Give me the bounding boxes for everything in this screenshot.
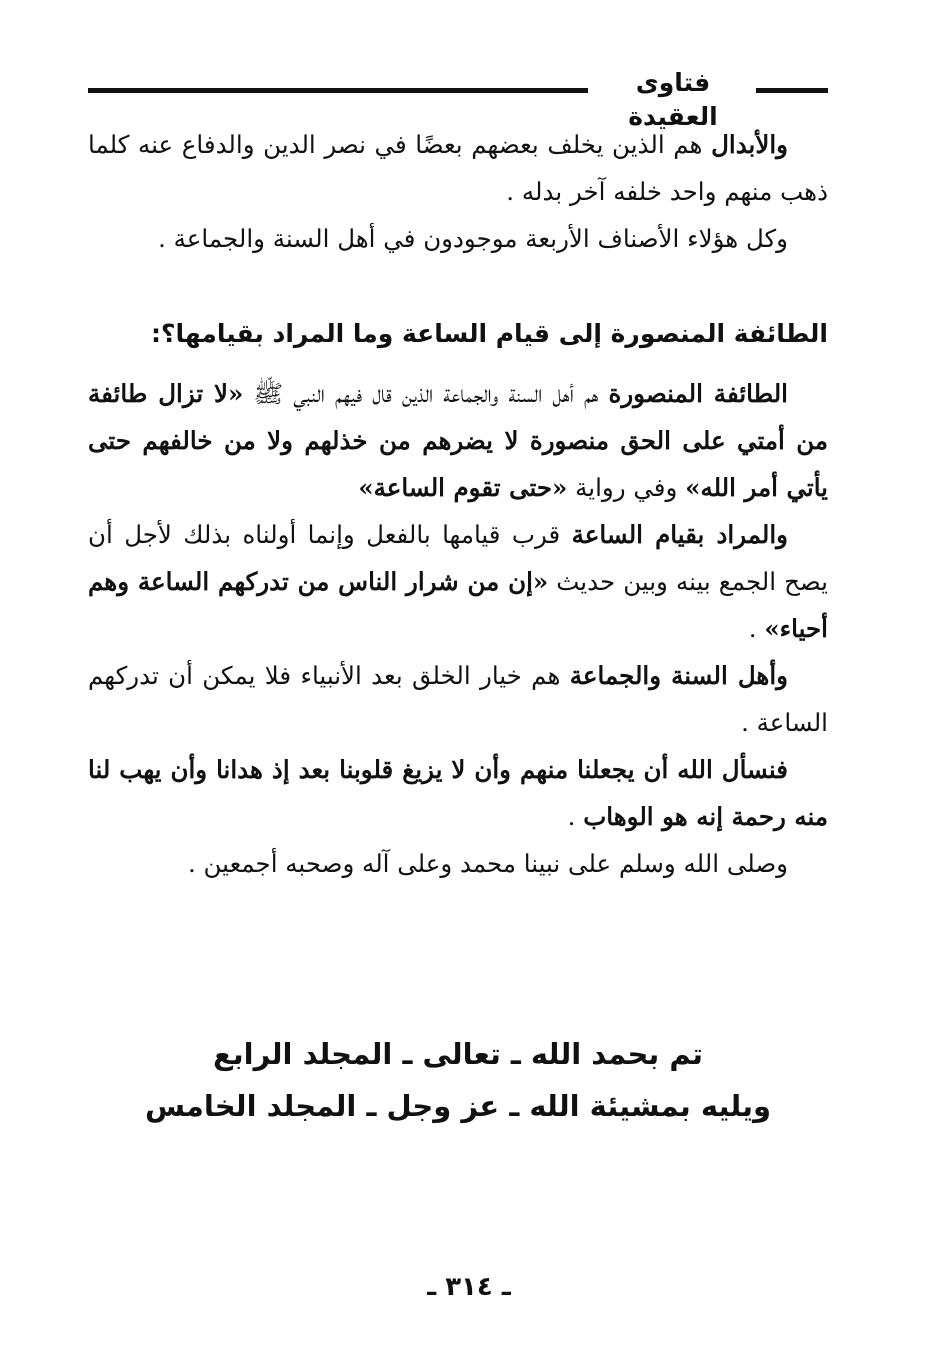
paragraph-salawat: وصلى الله وسلم على نبينا محمد وعلى آله وصحبه أجمعين . — [187, 849, 788, 878]
dua-text: فنسأل الله أن يجعلنا منهم وأن لا يزيغ قلوبنا بعد إذ هدانا وأن يهب لنا منه رحمة إنه هو الوهاب — [88, 755, 828, 831]
paragraph-mansoura — [88, 370, 828, 511]
paragraph-ahl-sunna — [88, 652, 828, 746]
header-rule-right — [756, 88, 828, 93]
page-number: ـ ٣١٤ ـ — [427, 1272, 511, 1302]
closing-line-1: تم بحمد الله ـ تعالى ـ المجلد الرابع — [212, 1037, 703, 1071]
abdal-definition: هم الذين يخلف بعضهم بعضًا في نصر الدين والدفاع عنه كلما ذهب منهم واحد خلفه آخر بدله . — [88, 130, 828, 206]
dua-end: . — [567, 802, 584, 831]
term-mansoura: الطائفة المنصورة — [608, 379, 788, 408]
term-abdal: والأبدال — [711, 130, 788, 159]
mansoura-text: هم أهل السنة والجماعة الذين قال فيهم النبي ﷺ — [243, 379, 609, 408]
closing-note — [88, 1028, 828, 1132]
running-header — [88, 66, 828, 131]
hadith-quote: «لا تزال طائفة من أمتي على الحق منصورة لا يضرهم من خذلهم ولا من خالفهم حتى يأتي أمر الله» — [88, 379, 828, 502]
qiyam-text: قرب قيامها بالفعل وإنما أولناه بذلك لأجل أن يصح الجمع بينه وبين حديث — [88, 520, 828, 596]
section-abdal — [88, 121, 828, 262]
riwaya-quote: «حتى تقوم الساعة» — [358, 473, 568, 502]
ahl-sunna-text: هم خيار الخلق بعد الأنبياء فلا يمكن أن تدركهم الساعة . — [88, 661, 828, 737]
paragraph-qiyam — [88, 511, 828, 652]
header-rule-left — [88, 88, 588, 93]
header-title: فتاوى العقيدة — [628, 68, 718, 131]
term-qiyam: والمراد بقيام الساعة — [571, 520, 788, 549]
paragraph-dua — [88, 746, 828, 840]
question-heading: الطائفة المنصورة إلى قيام الساعة وما المراد بقيامها؟: — [150, 319, 828, 348]
answer-body — [88, 370, 828, 887]
hadith-quote-2: «إن من شرار الناس من تدركهم الساعة وهم أحياء» — [88, 567, 828, 643]
term-ahl-sunna: وأهل السنة والجماعة — [569, 661, 788, 690]
riwaya-text: وفي رواية — [567, 473, 686, 502]
closing-line-2: ويليه بمشيئة الله ـ عز وجل ـ المجلد الخامس — [144, 1089, 772, 1123]
qiyam-end: . — [748, 614, 765, 643]
paragraph-four-types: وكل هؤلاء الأصناف الأربعة موجودون في أهل السنة والجماعة . — [158, 224, 788, 253]
paragraph-abdal — [88, 121, 828, 215]
